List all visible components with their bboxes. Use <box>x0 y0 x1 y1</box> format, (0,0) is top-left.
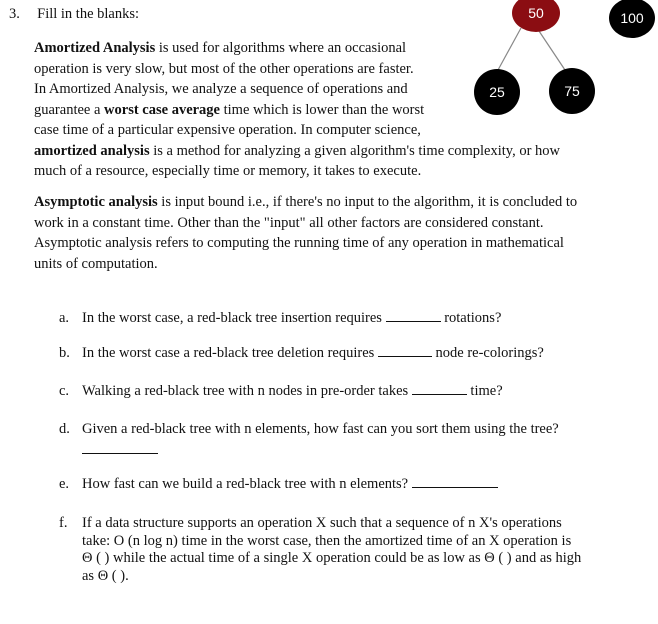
item-b: In the worst case a red-black tree deletion requires node re-colorings? <box>82 345 544 361</box>
question-title: Fill in the blanks: <box>37 6 140 22</box>
blank-e[interactable] <box>412 477 498 488</box>
blank-a[interactable] <box>386 311 441 322</box>
item-f-letter: f. <box>59 515 68 531</box>
blank-c[interactable] <box>412 384 467 395</box>
term-worst-case-average: worst case average <box>104 101 220 118</box>
item-e: How fast can we build a red-black tree with n elements? <box>82 476 498 493</box>
term-asymptotic-analysis: Asymptotic analysis <box>34 194 158 210</box>
blank-d[interactable] <box>82 443 158 454</box>
asymptotic-analysis-paragraph: Asymptotic analysis is input bound i.e., if there's no input to the algorithm, it is concluded to work in a constant time. Other than the "input" all other factors are considered constant. Asymptotic analysis refers to computing the running time of any operation in mathematical units of computation. <box>34 194 578 272</box>
item-d: Given a red-black tree with n elements, how fast can you sort them using the tree? <box>82 421 559 437</box>
tree-node-100: 100 <box>609 0 655 38</box>
question-number: 3. <box>9 6 20 22</box>
item-b-letter: b. <box>59 345 70 361</box>
item-f: If a data structure supports an operation X such that a sequence of n X's operations take: O (n log n) time in the worst case, then the amortized time of an X operation is Θ ( ) while the actual time of a single X operation could be as low as Θ ( ) and as high as Θ ( ). <box>82 515 582 584</box>
item-d-answer-line[interactable] <box>82 442 158 459</box>
item-d-letter: d. <box>59 421 70 437</box>
item-c-letter: c. <box>59 383 70 399</box>
item-a: In the worst case, a red-black tree insertion requires rotations? <box>82 310 502 326</box>
tree-node-25: 25 <box>474 69 520 115</box>
item-c: Walking a red-black tree with n nodes in pre-order takes time? <box>82 383 503 399</box>
blank-b[interactable] <box>378 346 432 357</box>
item-a-letter: a. <box>59 310 70 326</box>
amortized-analysis-paragraph: Amortized Analysis is used for algorithms where an occasional operation is very slow, but most of the other operations are faster. In Amortized Analysis, we analyze a sequence of operations and guarantee a worst case average time which is lower than the worst case time of a particular expensive operation. In computer science, amortized analysis is a method for analyzing a given algorithm's time complexity, or how much of a resource, especially time or memory, it takes to execute. <box>34 40 560 179</box>
term-amortized-analysis-2: amortized analysis <box>34 142 150 159</box>
tree-node-75: 75 <box>549 68 595 114</box>
item-e-letter: e. <box>59 476 70 492</box>
tree-node-50: 50 <box>512 0 560 32</box>
term-amortized-analysis: Amortized Analysis <box>34 40 156 56</box>
